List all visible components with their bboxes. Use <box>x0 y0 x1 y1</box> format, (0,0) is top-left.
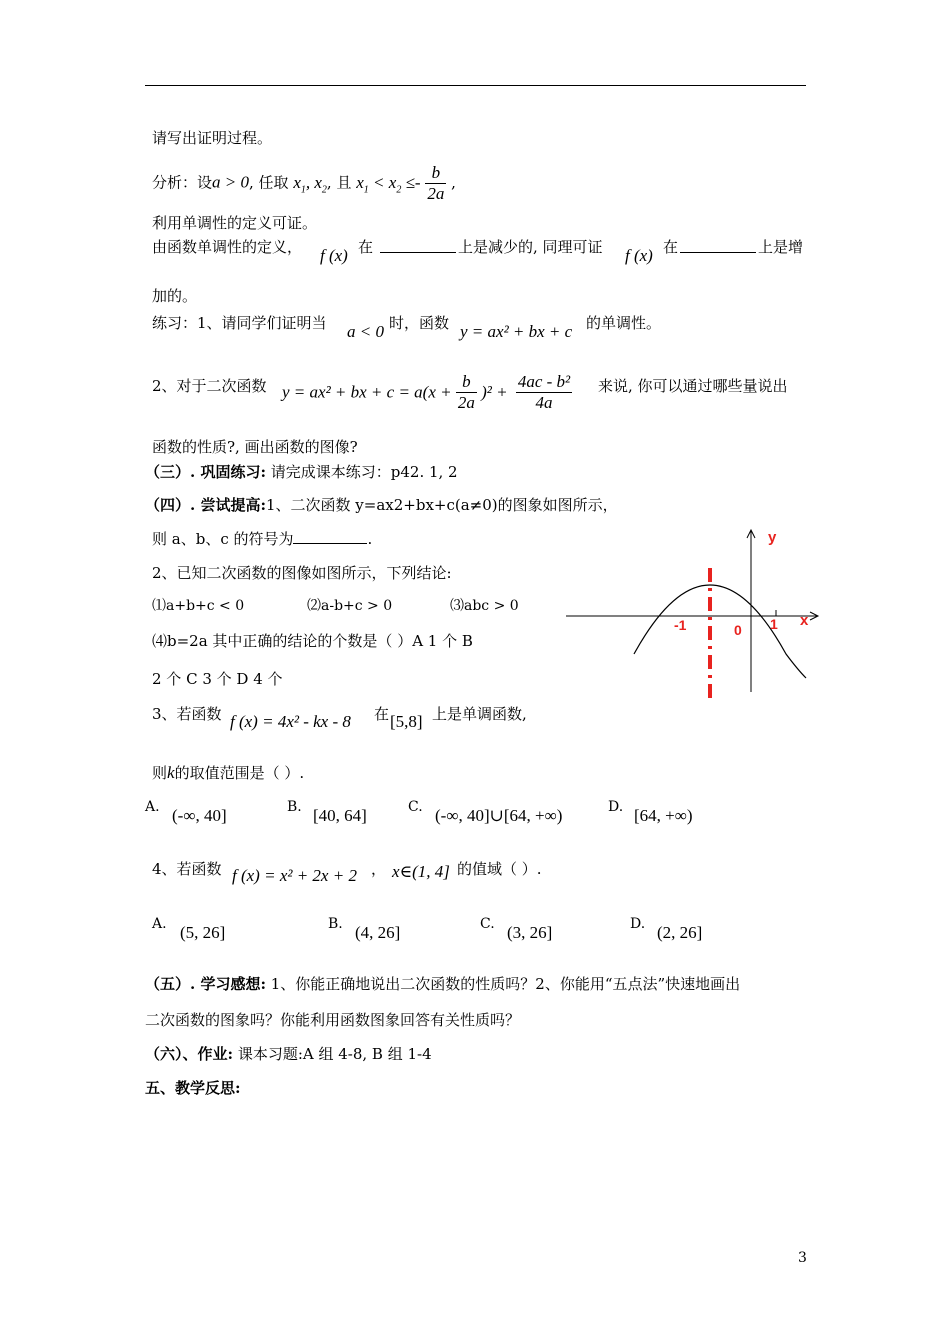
condition-a-negative: a < 0 <box>347 322 384 341</box>
section-teaching-reflection-title: 五、教学反思: <box>145 1079 241 1097</box>
answer-choices-q2: 2 个 C 3 个 D 4 个 <box>152 670 283 688</box>
analysis-take: , 任取 <box>249 173 289 192</box>
analysis-and: , 且 <box>326 173 352 192</box>
q3-option-a-value[interactable]: (-∞, 40] <box>172 806 227 825</box>
parabola-curve <box>634 585 806 678</box>
q4-option-b-value[interactable]: (4, 26] <box>355 923 401 942</box>
page-number: 3 <box>798 1250 807 1266</box>
q4-option-a-label[interactable]: A. <box>152 916 167 932</box>
question-4-prefix: 4、若函数 <box>152 860 222 878</box>
question-4-domain: x∈(1, 4] <box>392 862 450 881</box>
question-3-range: 则k的取值范围是（ ）. <box>152 763 305 782</box>
text-in-1: 在 <box>358 238 374 256</box>
question-4-suffix: 的值域（ ）. <box>457 860 542 878</box>
condition-a-positive: a > 0 <box>212 172 249 192</box>
q4-option-c-label[interactable]: C. <box>480 916 495 932</box>
blank-signs[interactable] <box>293 529 367 544</box>
q4-option-d-label[interactable]: D. <box>630 916 646 932</box>
question-4-function: f (x) = x² + 2x + 2 <box>232 866 357 885</box>
section-homework-title: （六）、作业: <box>145 1045 234 1063</box>
exercise-2-prefix: 2、对于二次函数 <box>152 377 267 395</box>
section-feeling-text: 1、你能正确地说出二次函数的性质吗？2、你能用“五点法”快速地画出 <box>265 975 741 993</box>
text-decreasing: 上是减少的, 同理可证 <box>458 238 603 256</box>
label-zero: 0 <box>734 622 742 638</box>
q3-option-b-value[interactable]: [40, 64] <box>313 806 367 825</box>
section-reflection-feeling <box>145 973 740 994</box>
text-line-monotonic: 利用单调性的定义可证。 <box>152 214 318 232</box>
parabola-graph <box>560 522 832 702</box>
question-3-prefix: 3、若函数 <box>152 705 222 723</box>
exercise-2-suffix: 来说, 你可以通过哪些量说出 <box>598 377 788 395</box>
function-f-x-1: f (x) <box>320 246 348 265</box>
blank-interval-decreasing[interactable] <box>380 236 456 253</box>
question-2: 2、已知二次函数的图像如图所示，下列结论: <box>152 564 452 582</box>
blank-interval-increasing[interactable] <box>680 236 756 253</box>
section-consolidate-title: （三）. 巩固练习: <box>145 463 266 481</box>
y-axis-label: y <box>768 529 777 546</box>
inequality-x1-x2: $x_1 < x_2$ ≤- <box>356 172 421 195</box>
question-3-suffix: 上是单调函数, <box>432 705 527 723</box>
text-line-proof: 请写出证明过程。 <box>152 129 273 147</box>
section-improve-text: 1、二次函数 y=ax2+bx+c(a≠0)的图象如图所示， <box>265 496 618 514</box>
text-increasing: 上是增 <box>758 238 804 256</box>
q4-option-c-value[interactable]: (3, 26] <box>507 923 553 942</box>
conclusion-2: ⑵a-b+c > 0 <box>307 598 393 614</box>
signs-question: 则 a、b、c 的符号为 . <box>152 530 373 548</box>
conclusion-4: ⑷b=2a 其中正确的结论的个数是（ ）A 1 个 B <box>152 632 473 650</box>
conclusion-3: ⑶abc > 0 <box>450 598 519 614</box>
fraction-b-over-2a: $\frac{b}{2a}$ <box>427 163 445 203</box>
label-minus-one: -1 <box>674 617 687 633</box>
q3-option-b-label[interactable]: B. <box>287 799 302 815</box>
section-improve <box>145 494 618 515</box>
quadratic-formula: y = ax² + bx + c <box>460 322 573 341</box>
q4-option-d-value[interactable]: (2, 26] <box>657 923 703 942</box>
section-teaching-reflection <box>145 1077 241 1098</box>
q3-option-c-label[interactable]: C. <box>408 799 423 815</box>
question-4-sep: ， <box>371 860 387 878</box>
q3-option-a-label[interactable]: A. <box>145 799 160 815</box>
x-axis-label: x <box>800 612 809 629</box>
section-homework <box>145 1043 432 1064</box>
var-x1: $x_1$, $x_2$ <box>293 172 327 195</box>
text-line-properties: 函数的性质?, 画出函数的图像? <box>152 438 358 456</box>
question-3-interval: [5,8] <box>390 712 423 731</box>
section-consolidate <box>145 461 458 482</box>
vertex-form-equation: y = ax² + bx + c = a(x + $\frac{b}{2a}$ )² + $\frac{\text{4ac - b²}}{4a}$ <box>282 372 571 412</box>
exercise-1-suffix: 的单调性。 <box>586 314 662 332</box>
exercise-1-prefix: 练习：1、请同学们证明当 <box>152 314 327 332</box>
conclusion-1: ⑴a+b+c < 0 <box>152 598 245 614</box>
q4-option-a-value[interactable]: (5, 26] <box>180 923 226 942</box>
label-one: 1 <box>770 616 778 632</box>
var-k: k <box>167 763 175 782</box>
q3-option-d-label[interactable]: D. <box>608 799 624 815</box>
exercise-1-function: 时，函数 <box>389 314 450 332</box>
text-line-increase-end: 加的。 <box>152 287 198 305</box>
q3-option-d-value[interactable]: [64, +∞) <box>634 806 693 825</box>
analysis-line: 分析：设a > 0, 任取 $x_1$, $x_2$, 且 $x_1 < x_2$ ≤- $\frac{b}{2a}$ , <box>152 163 456 203</box>
section-homework-text: 课本习题:A 组 4-8, B 组 1-4 <box>233 1045 432 1063</box>
q4-option-b-label[interactable]: B. <box>328 916 343 932</box>
section-feeling-title: （五）. 学习感想: <box>145 975 266 993</box>
q3-option-c-value[interactable]: (-∞, 40]∪[64, +∞) <box>435 806 563 825</box>
header-rule <box>145 85 806 86</box>
analysis-prefix: 分析：设 <box>152 173 213 192</box>
section-improve-title: （四）. 尝试提高: <box>145 496 266 514</box>
function-f-x-2: f (x) <box>625 246 653 265</box>
question-3-in: 在 <box>374 705 390 723</box>
section-consolidate-text: 请完成课本练习：p42. 1, 2 <box>265 463 458 481</box>
feeling-line-2: 二次函数的图象吗？你能利用函数图象回答有关性质吗？ <box>145 1011 521 1029</box>
text-in-2: 在 <box>663 238 679 256</box>
question-3-function: f (x) = 4x² - kx - 8 <box>230 712 351 731</box>
text-line-definition: 由函数单调性的定义， <box>152 238 303 256</box>
